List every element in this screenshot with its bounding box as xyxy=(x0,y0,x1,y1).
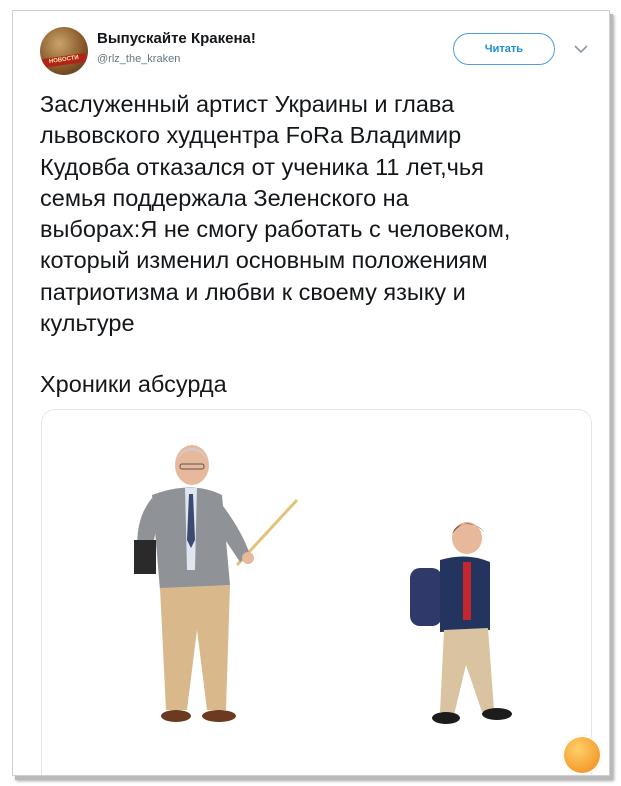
user-handle[interactable]: @rlz_the_kraken xyxy=(97,53,181,65)
tweet-text: Заслуженный артист Украины и глава львовского худцентра FoRa Владимир Кудовба отказался от ученика 11 лет,чья семья поддержала Зеленского на выборах:Я не смогу работать с человеком, который изменил основным положениям патриотизма и любви к своему языку и культуре xyxy=(40,91,511,337)
teacher-and-boy-illustration xyxy=(42,410,592,776)
card-title: Хроники абсурда xyxy=(40,371,227,397)
teacher-figure xyxy=(134,445,297,722)
display-name[interactable]: Выпускайте Кракена! xyxy=(97,30,256,47)
avatar[interactable] xyxy=(40,27,88,75)
follow-button[interactable]: Читать xyxy=(453,33,555,65)
avatar-ribbon xyxy=(42,53,87,68)
boy-figure xyxy=(410,522,512,724)
site-logo-icon xyxy=(562,735,602,775)
tweet-card xyxy=(12,10,610,776)
avatar-label: НОВОСТИ xyxy=(48,54,80,66)
tweet-image[interactable] xyxy=(41,409,592,776)
chevron-down-icon[interactable] xyxy=(573,43,589,55)
